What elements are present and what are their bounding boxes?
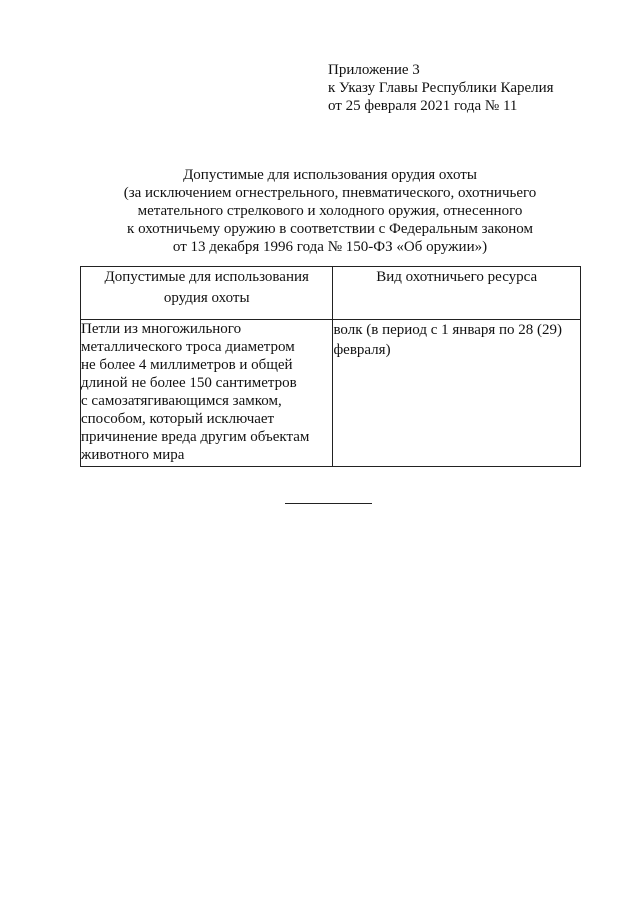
- table-row: [81, 320, 581, 467]
- appendix-line: к Указу Главы Республики Карелия: [328, 80, 554, 96]
- cell-line: причинение вреда другим объектам: [81, 429, 310, 445]
- hunting-tools-table: [80, 266, 581, 467]
- cell-line: металлического троса диаметром: [81, 339, 295, 355]
- header-line: Допустимые для использования: [104, 269, 309, 285]
- appendix-line: Приложение 3: [328, 62, 420, 78]
- title-line: Допустимые для использования орудия охоты: [183, 167, 477, 183]
- title-line: (за исключением огнестрельного, пневматического, охотничьего: [123, 185, 537, 201]
- cell-line: не более 4 миллиметров и общей: [81, 357, 293, 373]
- cell-line: животного мира: [81, 447, 185, 463]
- header-hunting-tools: [81, 267, 333, 320]
- cell-line: Петли из многожильного: [81, 321, 242, 337]
- table-header-row: [81, 267, 581, 320]
- cell-line: февраля): [333, 342, 391, 358]
- cell-line: с самозатягивающимся замком,: [81, 393, 282, 409]
- title-line: метательного стрелкового и холодного оружия, отнесенного: [137, 203, 523, 219]
- cell-line: способом, который исключает: [81, 411, 275, 427]
- cell-line: длиной не более 150 сантиметров: [81, 375, 297, 391]
- document-title: [60, 166, 600, 256]
- cell-hunting-tool: [81, 320, 333, 467]
- cell-line: волк (в период с 1 января по 28 (29): [333, 322, 563, 338]
- appendix-reference: [328, 61, 554, 115]
- header-line: Вид охотничьего ресурса: [376, 269, 538, 285]
- cell-resource-type: [333, 320, 581, 467]
- title-line: к охотничьему оружию в соответствии с Федеральным законом: [127, 221, 533, 237]
- header-line: орудия охоты: [163, 290, 250, 306]
- header-resource-type: [333, 267, 581, 320]
- appendix-line: от 25 февраля 2021 года № 11: [328, 98, 518, 114]
- title-line: от 13 декабря 1996 года № 150-ФЗ «Об оружии»): [172, 239, 488, 255]
- closing-divider: [285, 503, 372, 504]
